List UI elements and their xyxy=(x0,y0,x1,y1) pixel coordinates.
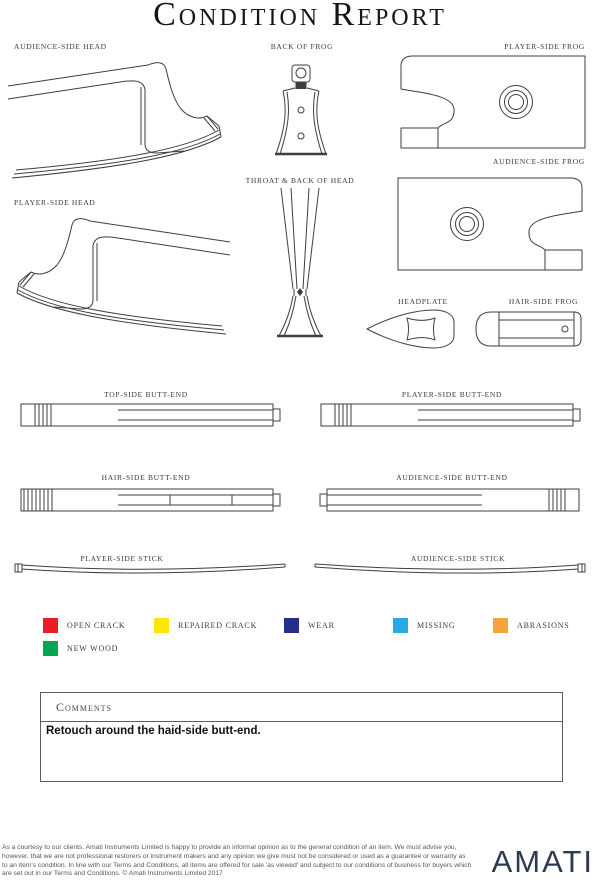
legend-item-repaired-crack xyxy=(154,617,257,633)
legend-item-missing xyxy=(393,617,456,633)
label-headplate: HEADPLATE xyxy=(398,297,448,306)
missing-swatch xyxy=(393,618,408,633)
amati-logo: AMATI xyxy=(491,844,594,879)
label-hair-side-frog: HAIR-SIDE FROG xyxy=(508,297,579,306)
legend-item-abrasions xyxy=(493,617,570,633)
wear-swatch xyxy=(284,618,299,633)
new-wood-swatch xyxy=(43,641,58,656)
repaired-crack-swatch xyxy=(154,618,169,633)
legend-item-open-crack xyxy=(43,617,125,633)
player-side-butt-end-diagram xyxy=(318,401,582,429)
label-audience-side-stick: AUDIENCE-SIDE STICK xyxy=(410,554,506,563)
label-back-of-frog: BACK OF FROG xyxy=(270,42,334,51)
legend-item-wear xyxy=(284,617,335,633)
legend-item-new-wood xyxy=(43,640,118,656)
audience-side-butt-end-diagram xyxy=(318,486,582,514)
label-hair-side-butt-end: HAIR-SIDE BUTT-END xyxy=(101,473,191,482)
label-top-side-butt-end: TOP-SIDE BUTT-END xyxy=(104,390,188,399)
label-player-side-butt-end: PLAYER-SIDE BUTT-END xyxy=(401,390,503,399)
label-player-side-head: PLAYER-SIDE HEAD xyxy=(14,198,96,207)
label-player-side-stick: PLAYER-SIDE STICK xyxy=(80,554,164,563)
disclaimer-text: As a courtesy to our clients, Amati Instruments Limited is happy to provide an informal opinion as to the general condition of an item. We must advise you, however, that we are not professional restorers or instrument makers and any opinion we give must not be considered or used as a guarantee or warranty as to an item's condition. In line with our Terms and Conditions, all items are offered for sale 'as viewed' and subject to our conditions of business for buyers which are set out in our Terms and Conditions. © Amati Instruments Limited 2017 xyxy=(2,844,472,878)
open-crack-swatch xyxy=(43,618,58,633)
legend-label: OPEN CRACK xyxy=(67,620,126,630)
player-side-head-diagram xyxy=(8,212,230,342)
top-side-butt-end-diagram xyxy=(18,401,282,429)
audience-side-frog-diagram xyxy=(395,176,585,272)
audience-side-stick-diagram xyxy=(314,560,586,576)
player-side-frog-diagram xyxy=(398,54,588,150)
headplate-diagram xyxy=(366,306,458,352)
legend-label: REPAIRED CRACK xyxy=(178,620,258,630)
label-audience-side-head: AUDIENCE-SIDE HEAD xyxy=(14,42,107,51)
audience-side-head-diagram xyxy=(8,56,230,186)
comments-section xyxy=(40,692,563,782)
legend-label: NEW WOOD xyxy=(67,643,119,653)
label-throat-back-of-head: THROAT & BACK OF HEAD xyxy=(245,176,355,185)
legend-label: MISSING xyxy=(417,620,456,630)
legend-label: WEAR xyxy=(308,620,335,630)
label-audience-side-frog: AUDIENCE-SIDE FROG xyxy=(493,157,585,166)
label-audience-side-butt-end: AUDIENCE-SIDE BUTT-END xyxy=(396,473,508,482)
abrasions-swatch xyxy=(493,618,508,633)
back-of-frog-diagram xyxy=(272,64,330,156)
page-title: Condition Report xyxy=(153,0,447,33)
throat-back-of-head-diagram xyxy=(272,188,328,340)
hair-side-butt-end-diagram xyxy=(18,486,282,514)
label-player-side-frog: PLAYER-SIDE FROG xyxy=(504,42,585,51)
comments-text-field: Retouch around the haid-side butt-end. xyxy=(40,722,563,782)
legend-label: ABRASIONS xyxy=(517,620,570,630)
comments-header: Comments xyxy=(40,692,563,722)
hair-side-frog-diagram xyxy=(475,311,583,347)
player-side-stick-diagram xyxy=(14,560,286,576)
